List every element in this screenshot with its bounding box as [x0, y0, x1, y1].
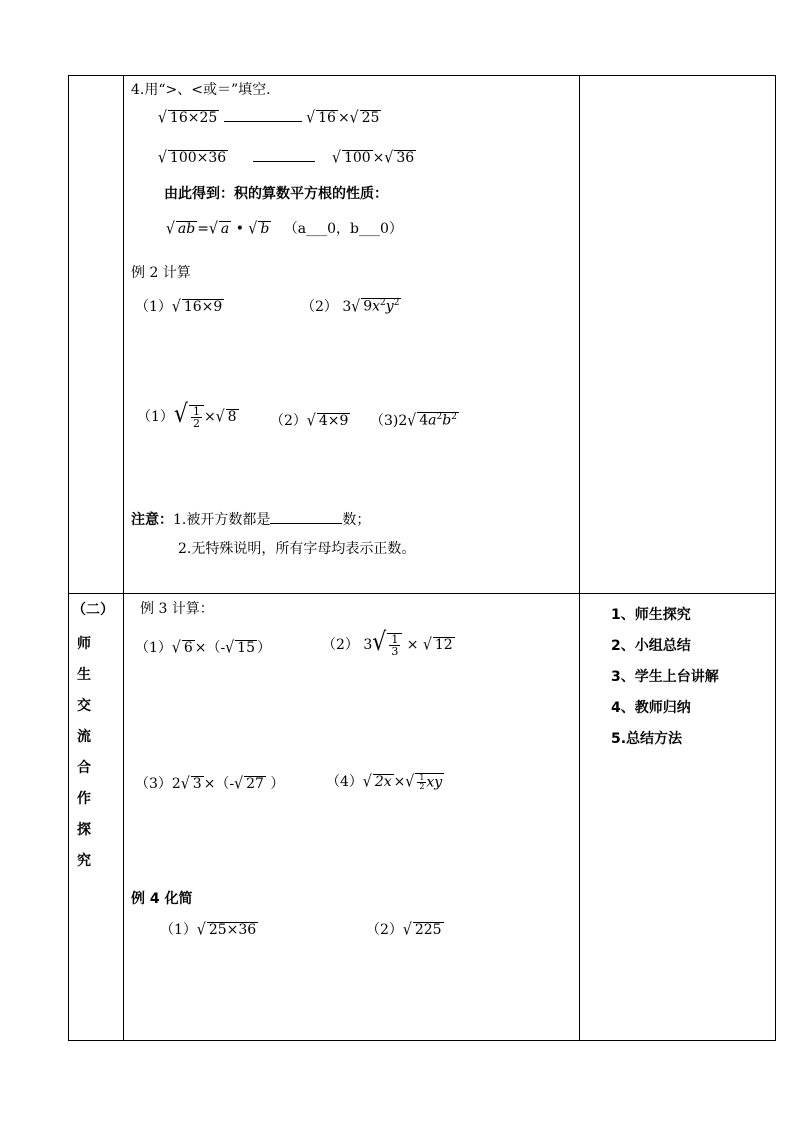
q4-row2: √ 100×36 √ 100 ×√ 36: [158, 148, 415, 168]
ex3-p2: （2） 3√ $\frac{1}{3}$ × √ 12: [322, 628, 453, 658]
ex4-p1: （1）√ 25×36: [160, 920, 257, 940]
right-list: [611, 600, 719, 755]
ex3-p4: （4）√ 2x ×√ $\frac{1}{2}$ xy: [326, 772, 443, 792]
q4-title: 4.用“>、<或＝”填空.: [131, 82, 271, 98]
property-heading: 由此得到：积的算数平方根的性质：: [164, 186, 388, 202]
sqrt-16x25: √ 16×25: [158, 108, 218, 128]
table-border-middle: [68, 593, 776, 594]
example-2-title: 例 2 计算: [131, 265, 191, 281]
section-vertical-title: 师 生 交 流 合 作 探 究: [77, 636, 91, 869]
q4-row1: √ 16×25 √ 16 ×√ 25: [158, 108, 380, 128]
list-item: 1、师生探究: [611, 607, 691, 623]
ex2-p5: （3)2√ $4a^2b^2$: [370, 411, 457, 431]
ex4-p2: （2）√ 225: [366, 920, 442, 940]
note-item-1: 注意：1.被开方数都是 数；: [131, 512, 371, 528]
note-item-2: 2.无特殊说明，所有字母均表示正数。: [178, 541, 416, 557]
ex3-p3: （3）2√ 3 ×（-√ 27 ）: [135, 774, 285, 794]
list-item: 3、学生上台讲解: [611, 669, 719, 685]
ex2-p4: （2）√ 4×9: [270, 411, 349, 431]
table-divider-2: [579, 75, 580, 1041]
list-item: 2、小组总结: [611, 638, 691, 654]
example-3-title: 例 3 计算：: [140, 601, 214, 617]
table-border-top: [68, 75, 776, 76]
ex2-p1: （1）√ 16×9: [135, 297, 223, 317]
table-divider-1: [123, 75, 124, 1041]
section-label: （二）: [72, 602, 114, 618]
answer-blank[interactable]: [253, 161, 315, 162]
ex3-p1: （1）√ 6 ×（-√ 15 ）: [135, 638, 271, 658]
list-item: 4、教师归纳: [611, 700, 691, 716]
table-border-left: [68, 75, 69, 1041]
condition: （a___0，b___0）: [283, 221, 403, 237]
answer-blank[interactable]: [224, 121, 302, 122]
answer-blank[interactable]: [270, 523, 342, 524]
ex2-p2: （2） 3√ $9x^2y^2$: [301, 297, 400, 317]
table-border-right: [775, 75, 776, 1041]
ex2-p3: （1）√ $\frac{1}{2}$ ×√ 8: [137, 400, 237, 430]
property-formula: √ ab =√ a • √ b （a___0，b___0）: [166, 219, 403, 239]
list-item: 5.总结方法: [611, 731, 683, 747]
table-border-bottom: [68, 1040, 776, 1041]
example-4-title: 例 4 化简: [131, 891, 193, 907]
